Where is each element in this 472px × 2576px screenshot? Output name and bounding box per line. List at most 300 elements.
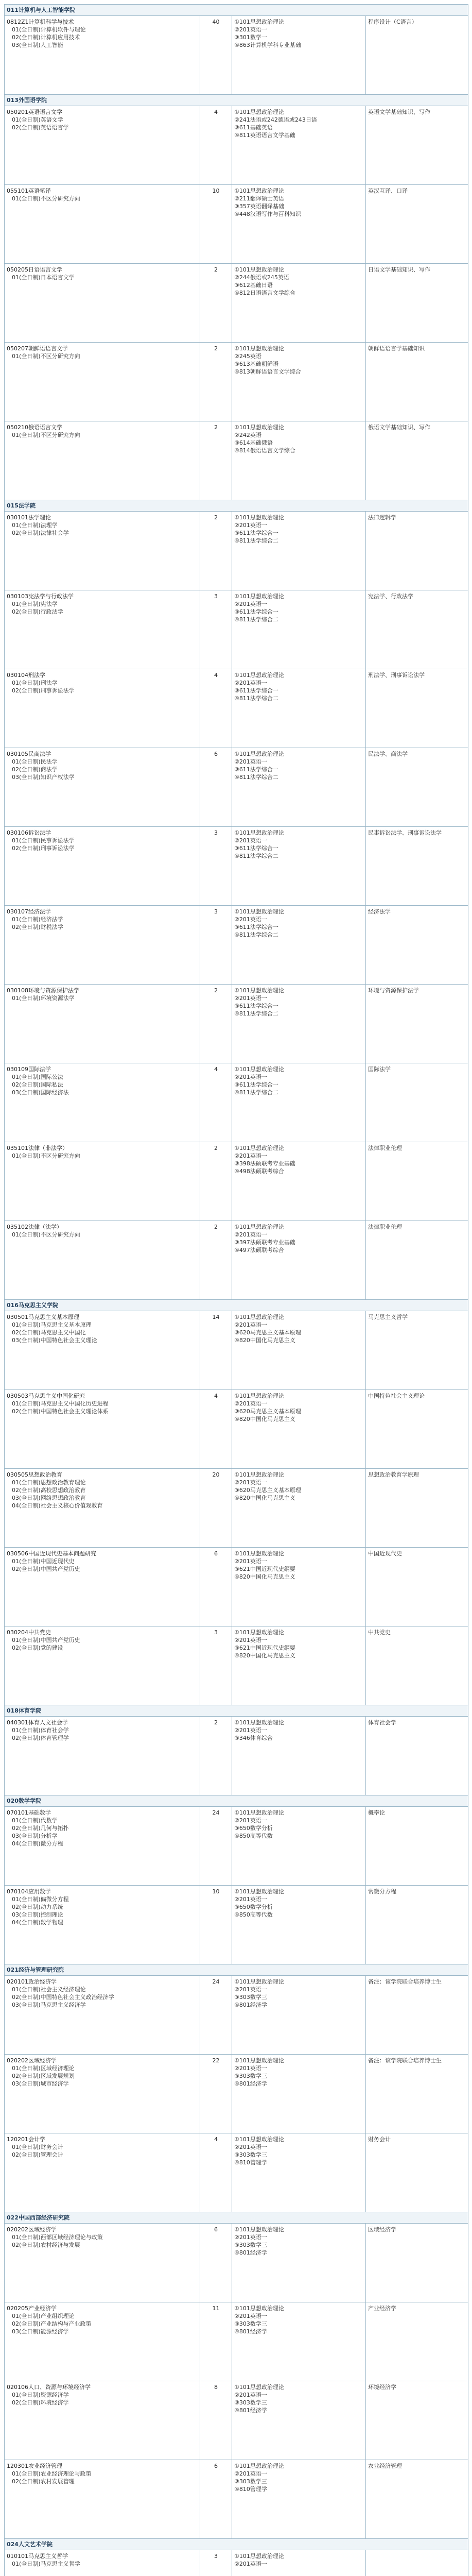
major-row [5,185,468,264]
exam-subject: ②245英语 [234,353,261,360]
enrollment-count: 40 [212,19,220,25]
exam-subject: ①101思想政治理论 [234,1145,284,1151]
exam-subject: ④810管理学 [234,2159,267,2166]
exam-subject: ②201英语一 [234,1727,267,1734]
major-name: 070101基础数学 [7,1809,51,1816]
exam-subjects-cell [232,1886,366,1964]
major-cell [5,2302,200,2381]
exam-subject: ②201英语一 [234,995,267,1002]
major-name: 050205日语语言文学 [7,266,62,273]
research-direction: 01(全日制)不区分研究方向 [12,195,80,202]
exam-subject: ①101思想政治理论 [234,829,284,836]
exam-subjects-cell [232,827,366,906]
exam-subject: ③611法学综合一 [234,1081,278,1088]
enrollment-catalog-table [4,4,468,2576]
enrollment-count: 3 [214,593,218,600]
exam-subject: ④811法学综合二 [234,931,278,938]
research-direction: 01(全日制)产业组织理论 [12,2313,75,2319]
research-direction: 04(全日制)社会主义核心价值观教育 [12,1502,103,1509]
notes-cell [366,16,468,95]
exam-subject: ②242英语 [234,432,261,438]
enrollment-count: 8 [214,2384,218,2391]
exam-subject: ①101思想政治理论 [234,1314,284,1320]
exam-subject: ④448汉语写作与百科知识 [234,211,301,217]
college-header-row [5,2212,468,2224]
major-name: 030506中国近现代史基本问题研究 [7,1550,96,1557]
notes-cell [366,2302,468,2381]
major-name: 030105民商法学 [7,751,51,757]
exam-subjects-cell [232,106,366,185]
note-text: 中国近现代史 [368,1550,402,1557]
research-direction: 01(全日制)不区分研究方向 [12,353,80,360]
major-cell [5,2460,200,2539]
major-cell [5,106,200,185]
notes-cell [366,106,468,185]
exam-subject: ①101思想政治理论 [234,987,284,994]
exam-subject: ②201英语一 [234,2234,267,2241]
enrollment-count-cell [200,512,232,590]
research-direction: 03(全日制)国际经济法 [12,1089,69,1096]
college-name: 016马克思主义学院 [5,1300,468,1311]
exam-subject: ④810管理学 [234,2486,267,2493]
exam-subject: ②201英语一 [234,1479,267,1486]
major-cell [5,827,200,906]
exam-subject: ④820中国化马克思主义 [234,1573,295,1580]
major-name: 050201英语语言文学 [7,109,62,115]
major-row [5,421,468,500]
notes-cell [366,985,468,1063]
note-text: 刑法学、刑事诉讼法学 [368,672,425,679]
notes-cell [366,1717,468,1795]
exam-subject: ②201英语一 [234,680,267,686]
research-direction: 03(全日制)知识产权法学 [12,774,75,781]
notes-cell [366,2055,468,2133]
major-row [5,1626,468,1705]
college-name: 021经济与管理研究院 [5,1964,468,1976]
exam-subject: ③346体育综合 [234,1735,273,1741]
exam-subject: ④801经济学 [234,2407,267,2414]
notes-cell [366,1626,468,1705]
enrollment-count-cell [200,106,232,185]
research-direction: 01(全日制)计算机软件与理论 [12,26,86,33]
research-direction: 02(全日制)中国特色社会主义政治经济学 [12,1994,114,2001]
exam-subject: ①101思想政治理论 [234,1888,284,1895]
major-row [5,669,468,748]
exam-subject: ②201英语一 [234,1231,267,1238]
major-name: 020202区域经济学 [7,2057,57,2064]
exam-subject: ④813朝鲜语语言文学综合 [234,368,301,375]
major-row [5,1807,468,1886]
exam-subject: ②201英语一 [234,1321,267,1328]
research-direction: 02(全日制)中国特色社会主义理论体系 [12,1408,109,1415]
note-text: 中国特色社会主义理论 [368,1393,425,1399]
research-direction: 01(全日制)代数学 [12,1817,58,1824]
exam-subject: ①101思想政治理论 [234,2463,284,2469]
research-direction: 02(全日制)刑事诉讼法学 [12,687,75,694]
note-text: 民法学、商法学 [368,751,408,757]
exam-subject: ③303数学三 [234,2320,267,2327]
major-row [5,16,468,95]
note-text: 环境经济学 [368,2384,396,2391]
exam-subject: ②201英语一 [234,2144,267,2150]
exam-subject: ③357英语翻译基础 [234,203,284,210]
college-name: 020数学学院 [5,1795,468,1807]
major-name: 020101政治经济学 [7,1978,57,1985]
research-direction: 01(全日制)英语文学 [12,116,63,123]
major-row [5,1142,468,1221]
notes-cell [366,827,468,906]
notes-cell [366,2550,468,2576]
note-text: 英汉互译、口译 [368,188,408,194]
notes-cell [366,185,468,264]
exam-subjects-cell [232,748,366,827]
major-name: 055101英语笔译 [7,188,51,194]
exam-subject: ③303数学三 [234,1994,267,2001]
notes-cell [366,264,468,343]
exam-subject: ①101思想政治理论 [234,908,284,915]
enrollment-count: 4 [214,109,218,115]
exam-subject: ③612基础日语 [234,282,273,289]
exam-subject: ③611法学综合一 [234,608,278,615]
note-text: 国际法学 [368,1066,391,1073]
exam-subject: ③611法学综合一 [234,845,278,852]
major-cell [5,343,200,421]
exam-subject: ④498法硕联考综合 [234,1168,284,1175]
major-name: 030107经济法学 [7,908,51,915]
note-text: 马克思主义哲学 [368,1314,408,1320]
major-row [5,2550,468,2576]
enrollment-count: 3 [214,829,218,836]
note-text: 概率论 [368,1809,385,1816]
exam-subject: ④811法学综合二 [234,695,278,702]
exam-subjects-cell [232,2302,366,2381]
major-name: 120201会计学 [7,2136,45,2143]
enrollment-count-cell [200,2381,232,2460]
major-cell [5,2133,200,2212]
research-direction: 01(全日制)社会主义经济理论 [12,1986,86,1993]
enrollment-count: 10 [212,188,220,194]
exam-subject: ④811英语语言文学基础 [234,132,295,139]
major-name: 020205产业经济学 [7,2305,57,2312]
note-text: 日语文学基础知识、写作 [368,266,430,273]
exam-subject: ①101思想政治理论 [234,751,284,757]
exam-subject: ③303数学三 [234,2151,267,2158]
research-direction: 03(全日制)城市经济学 [12,2080,69,2087]
research-direction: 02(全日制)党的建设 [12,1645,63,1651]
exam-subject: ②201英语一 [234,758,267,765]
exam-subject: ①101思想政治理论 [234,672,284,679]
college-header-row [5,1300,468,1311]
exam-subject: ③611法学综合一 [234,687,278,694]
exam-subject: ③650数学分析 [234,1904,273,1910]
exam-subjects-cell [232,669,366,748]
major-row [5,343,468,421]
enrollment-count: 2 [214,424,218,431]
major-cell [5,512,200,590]
research-direction: 01(全日制)财务会计 [12,2144,63,2150]
research-direction: 01(全日制)体育社会学 [12,1727,69,1734]
major-cell [5,1221,200,1300]
exam-subject: ①101思想政治理论 [234,424,284,431]
research-direction: 02(全日制)行政法学 [12,608,63,615]
exam-subject: ④863计算机学科专业基础 [234,42,301,48]
notes-cell [366,2460,468,2539]
notes-cell [366,1807,468,1886]
exam-subject: ④820中国化马克思主义 [234,1416,295,1422]
enrollment-count: 11 [212,2305,220,2312]
notes-cell [366,669,468,748]
exam-subject: ②201英语一 [234,522,267,529]
research-direction: 01(全日制)不区分研究方向 [12,1231,80,1238]
major-cell [5,1548,200,1626]
exam-subject: ②201英语一 [234,1896,267,1903]
research-direction: 03(全日制)网络思想政治教育 [12,1495,86,1501]
catalog-page [4,4,468,2576]
note-text: 备注：该学院联合培养博士生 [368,2057,442,2064]
exam-subject: ①101思想政治理论 [234,1550,284,1557]
research-direction: 01(全日制)环境资源法学 [12,995,75,1002]
exam-subject: ③611法学综合一 [234,924,278,930]
research-direction: 01(全日制)西部区域经济理论与政策 [12,2234,103,2241]
exam-subjects-cell [232,512,366,590]
catalog-body [5,5,468,2576]
research-direction: 01(全日制)国际公法 [12,1074,63,1080]
exam-subjects-cell [232,16,366,95]
note-text: 中共党史 [368,1629,391,1636]
notes-cell [366,748,468,827]
enrollment-count: 2 [214,345,218,352]
exam-subject: ①101思想政治理论 [234,1978,284,1985]
notes-cell [366,1976,468,2055]
exam-subject: ②201英语一 [234,26,267,33]
exam-subjects-cell [232,185,366,264]
research-direction: 01(全日制)日本语言文学 [12,274,75,281]
exam-subject: ①101思想政治理论 [234,2305,284,2312]
major-name: 030109国际法学 [7,1066,51,1073]
major-cell [5,2224,200,2302]
notes-cell [366,1886,468,1964]
research-direction: 01(全日制)马克思主义哲学 [12,2561,80,2567]
enrollment-count-cell [200,669,232,748]
notes-cell [366,2224,468,2302]
note-text: 常微分方程 [368,1888,396,1895]
exam-subject: ③620马克思主义基本原理 [234,1487,301,1494]
major-cell [5,1142,200,1221]
enrollment-count: 20 [212,1471,220,1478]
college-name: 015法学院 [5,500,468,512]
enrollment-count-cell [200,1626,232,1705]
major-cell [5,2550,200,2576]
enrollment-count: 6 [214,2463,218,2469]
exam-subjects-cell [232,1390,366,1469]
major-cell [5,264,200,343]
research-direction: 02(全日制)管理会计 [12,2151,63,2158]
exam-subject: ①101思想政治理论 [234,345,284,352]
exam-subject: ④820中国化马克思主义 [234,1495,295,1501]
major-row [5,985,468,1063]
exam-subject: ④811法学综合二 [234,537,278,544]
exam-subject: ③398法硕联考专业基础 [234,1160,295,1167]
notes-cell [366,1142,468,1221]
major-cell [5,1886,200,1964]
major-cell [5,421,200,500]
major-cell [5,185,200,264]
research-direction: 02(全日制)财税法学 [12,924,63,930]
exam-subject: ②201英语一 [234,1558,267,1565]
college-header-row [5,5,468,16]
exam-subject: ②201英语一 [234,2561,267,2567]
enrollment-count-cell [200,2550,232,2576]
major-name: 035101法律（非法学） [7,1145,68,1151]
major-row [5,1469,468,1548]
college-header-row [5,500,468,512]
exam-subject: ③303数学三 [234,2399,267,2406]
major-cell [5,1976,200,2055]
notes-cell [366,1063,468,1142]
exam-subject: ③611法学综合一 [234,1003,278,1009]
research-direction: 01(全日制)刑法学 [12,680,58,686]
enrollment-count: 3 [214,908,218,915]
major-cell [5,906,200,985]
exam-subject: ①101思想政治理论 [234,514,284,521]
exam-subjects-cell [232,421,366,500]
enrollment-count: 6 [214,1550,218,1557]
exam-subject: ④801经济学 [234,2249,267,2256]
exam-subject: ③303数学三 [234,2242,267,2248]
exam-subject: ①101思想政治理论 [234,1719,284,1726]
major-cell [5,2055,200,2133]
exam-subject: ②201英语一 [234,2470,267,2477]
exam-subject: ①101思想政治理论 [234,593,284,600]
enrollment-count-cell [200,1548,232,1626]
exam-subject: ②211翻译硕士英语 [234,195,284,202]
note-text: 俄语文学基础知识、写作 [368,424,430,431]
enrollment-count-cell [200,1469,232,1548]
college-name: 024人文艺术学院 [5,2539,468,2550]
notes-cell [366,1221,468,1300]
exam-subject: ①101思想政治理论 [234,1066,284,1073]
note-text: 英语文学基础知识、写作 [368,109,430,115]
major-row [5,1976,468,2055]
exam-subject: ②201英语一 [234,1400,267,1407]
enrollment-count-cell [200,1063,232,1142]
exam-subject: ④820中国化马克思主义 [234,1337,295,1344]
exam-subject: ③620马克思主义基本原理 [234,1408,301,1415]
exam-subject: ④801经济学 [234,2080,267,2087]
research-direction: 02(全日制)商法学 [12,766,58,773]
research-direction: 02(全日制)刑事诉讼法学 [12,845,75,852]
college-header-row [5,1795,468,1807]
major-row [5,1311,468,1390]
exam-subject: ③611法学综合一 [234,766,278,773]
notes-cell [366,512,468,590]
major-name: 050210俄语语言文学 [7,424,62,431]
note-text: 程序设计（C语言） [368,19,417,25]
exam-subject: ③621中国近现代史纲要 [234,1566,295,1572]
notes-cell [366,1311,468,1390]
major-row [5,1221,468,1300]
college-name: 018体育学院 [5,1705,468,1717]
enrollment-count-cell [200,1886,232,1964]
research-direction: 02(全日制)体育管理学 [12,1735,69,1741]
exam-subject: ①101思想政治理论 [234,1471,284,1478]
exam-subject: ①101思想政治理论 [234,2226,284,2233]
research-direction: 01(全日制)农业经济理论与政策 [12,2470,92,2477]
exam-subject: ②201英语一 [234,601,267,607]
note-text: 朝鲜语语言学基础知识 [368,345,425,352]
exam-subject: ①101思想政治理论 [234,1809,284,1816]
major-row [5,827,468,906]
exam-subject: ①101思想政治理论 [234,1224,284,1230]
major-row [5,906,468,985]
research-direction: 01(全日制)思想政治教育理论 [12,1479,86,1486]
major-row [5,2133,468,2212]
exam-subjects-cell [232,1142,366,1221]
exam-subject: ②201英语一 [234,2313,267,2319]
research-direction: 01(全日制)不区分研究方向 [12,432,80,438]
research-direction: 01(全日制)法理学 [12,522,58,529]
research-direction: 03(全日制)马克思主义经济学 [12,2002,86,2008]
major-row [5,590,468,669]
research-direction: 04(全日制)数学物理 [12,1919,63,1926]
major-name: 030101法学理论 [7,514,51,521]
research-direction: 03(全日制)中国特色社会主义理论 [12,1337,97,1344]
exam-subject: ②201英语一 [234,1986,267,1993]
exam-subject: ④812日语语言文学综合 [234,290,295,296]
exam-subject: ④814俄语语言文学综合 [234,447,295,454]
enrollment-count-cell [200,590,232,669]
enrollment-count-cell [200,827,232,906]
exam-subject: ①101思想政治理论 [234,1393,284,1399]
research-direction: 01(全日制)民事诉讼法学 [12,837,75,844]
note-text: 民事诉讼法学、刑事诉讼法学 [368,829,442,836]
major-name: 030104刑法学 [7,672,45,679]
major-name: 120301农业经济管理 [7,2463,62,2469]
major-cell [5,590,200,669]
enrollment-count-cell [200,1221,232,1300]
exam-subject: ③650数学分析 [234,1825,273,1832]
exam-subjects-cell [232,2550,366,2576]
research-direction: 01(全日制)马克思主义中国化历史进程 [12,1400,109,1407]
exam-subjects-cell [232,1469,366,1548]
notes-cell [366,1548,468,1626]
enrollment-count-cell [200,1142,232,1221]
exam-subjects-cell [232,2381,366,2460]
major-cell [5,669,200,748]
exam-subject: ④811法学综合二 [234,853,278,859]
notes-cell [366,2133,468,2212]
major-row [5,1717,468,1795]
major-cell [5,1390,200,1469]
major-row [5,1063,468,1142]
enrollment-count-cell [200,1807,232,1886]
exam-subject: ②241法语或242德语或243日语 [234,116,317,123]
research-direction: 02(全日制)法律社会学 [12,530,69,536]
major-cell [5,748,200,827]
research-direction: 03(全日制)控制理论 [12,1911,63,1918]
enrollment-count: 4 [214,1066,218,1073]
major-cell [5,16,200,95]
exam-subjects-cell [232,1717,366,1795]
major-name: 030103宪法学与行政法学 [7,593,74,600]
major-name: 070104应用数学 [7,1888,51,1895]
note-text: 财务会计 [368,2136,391,2143]
major-name: 030106诉讼法学 [7,829,51,836]
research-direction: 01(全日制)宪法学 [12,601,58,607]
enrollment-count-cell [200,421,232,500]
research-direction: 02(全日制)动力系统 [12,1904,63,1910]
enrollment-count: 10 [212,1888,220,1895]
